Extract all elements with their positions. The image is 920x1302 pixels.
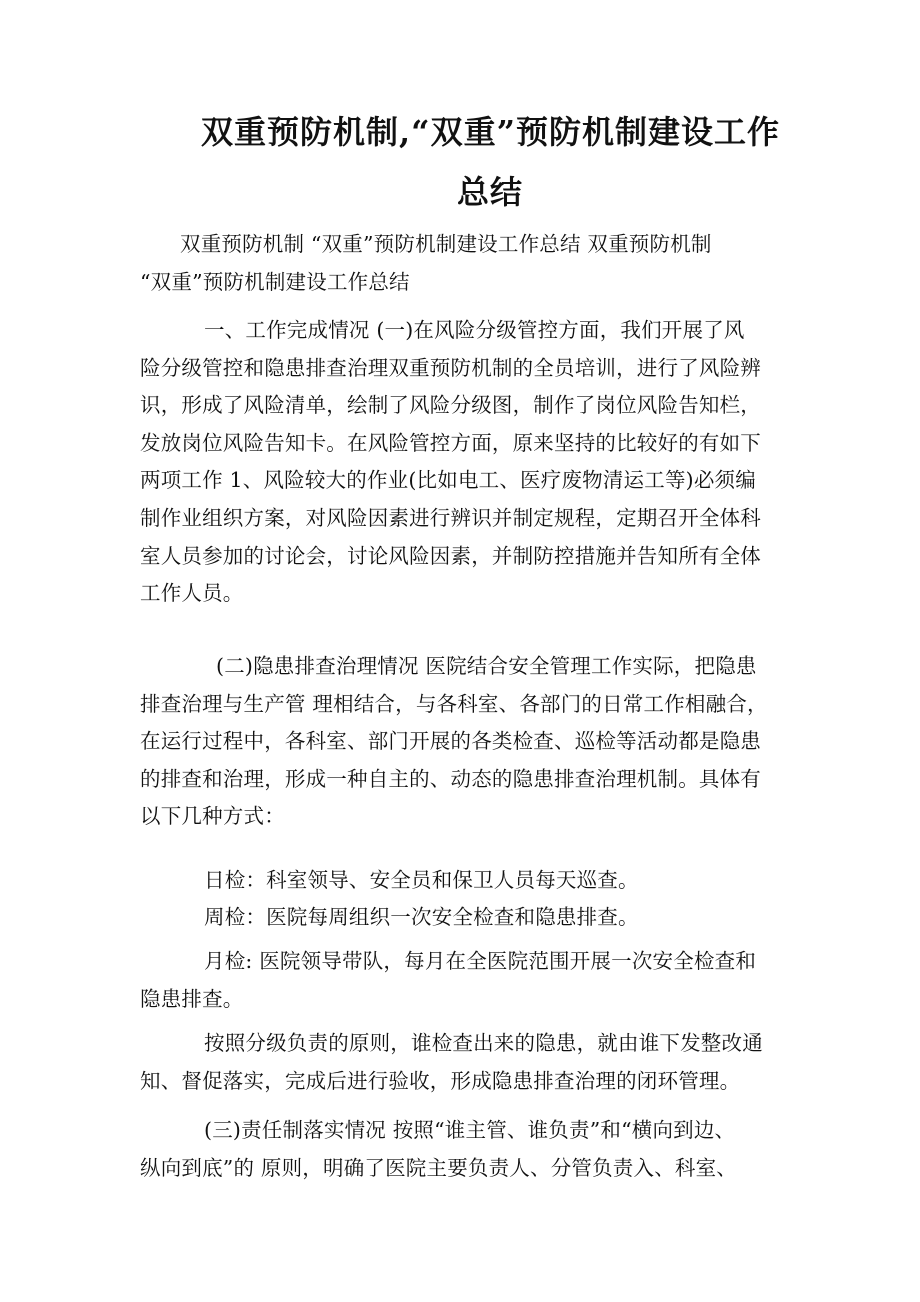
paragraph-responsibility-system bbox=[140, 1112, 790, 1187]
text-line: “双重”预防机制建设工作总结 bbox=[140, 269, 410, 294]
text-line: 发放岗位风险告知卡。在风险管控方面，原来坚持的比较好的有如下 bbox=[140, 430, 761, 455]
text-line: 日检：科室领导、安全员和保卫人员每天巡查。 bbox=[204, 868, 639, 892]
text-line: 月检: 医院领导带队，每月在全医院范围开展一次安全检查和 bbox=[204, 949, 757, 973]
paragraph-hazard-investigation bbox=[140, 648, 790, 836]
text-line: 按照分级负责的原则，谁检查出来的隐患，就由谁下发整改通 bbox=[204, 1031, 763, 1055]
text-line: 的排查和治理，形成一种自主的、动态的隐患排查治理机制。具体有 bbox=[140, 766, 761, 791]
document-title-line1: 双重预防机制,“双重”预防机制建设工作 bbox=[201, 113, 780, 151]
paragraph-monthly-check bbox=[140, 943, 790, 1018]
text-line: 周检：医院每周组织一次安全检查和隐患排查。 bbox=[204, 905, 639, 929]
text-line: 室人员参加的讨论会，讨论风险因素，并制防控措施并告知所有全体 bbox=[140, 543, 761, 568]
text-line: 在运行过程中，各科室、部门开展的各类检查、巡检等活动都是隐患 bbox=[140, 729, 761, 754]
text-line: 排查治理与生产管 理相结合，与各科室、各部门的日常工作相融合， bbox=[140, 691, 768, 716]
text-line: 制作业组织方案，对风险因素进行辨识并制定规程，定期召开全体科 bbox=[140, 505, 761, 530]
text-line: 双重预防机制 “双重”预防机制建设工作总结 双重预防机制 bbox=[180, 232, 712, 256]
text-line: (三)责任制落实情况 按照“谁主管、谁负责”和“横向到边、 bbox=[204, 1118, 736, 1142]
paragraph-daily-check bbox=[140, 862, 790, 900]
paragraph-graded-responsibility bbox=[140, 1025, 790, 1100]
text-line: 一、工作完成情况 (一)在风险分级管控方面，我们开展了风 bbox=[204, 318, 745, 342]
paragraph-work-completion bbox=[140, 312, 790, 613]
text-line: 工作人员。 bbox=[140, 581, 244, 606]
text-line: 以下几种方式： bbox=[140, 804, 285, 829]
text-line: 知、督促落实，完成后进行验收，形成隐患排查治理的闭环管理。 bbox=[140, 1068, 741, 1093]
text-line: 纵向到底”的 原则，明确了医院主要负责人、分管负责入、科室、 bbox=[140, 1155, 737, 1180]
document-title-line2: 总结 bbox=[456, 173, 523, 211]
text-line: (二)隐患排查治理情况 医院结合安全管理工作实际，把隐患 bbox=[216, 654, 757, 678]
intro-paragraph bbox=[140, 226, 790, 301]
text-line: 险分级管控和隐患排查治理双重预防机制的全员培训，进行了风险辨 bbox=[140, 355, 761, 380]
paragraph-weekly-check bbox=[140, 899, 790, 937]
text-line: 识，形成了风险清单，绘制了风险分级图，制作了岗位风险告知栏， bbox=[140, 393, 761, 418]
text-line: 两项工作 1、风险较大的作业(比如电工、医疗废物清运工等)必须编 bbox=[140, 468, 756, 493]
text-line: 隐患排查。 bbox=[140, 986, 244, 1011]
